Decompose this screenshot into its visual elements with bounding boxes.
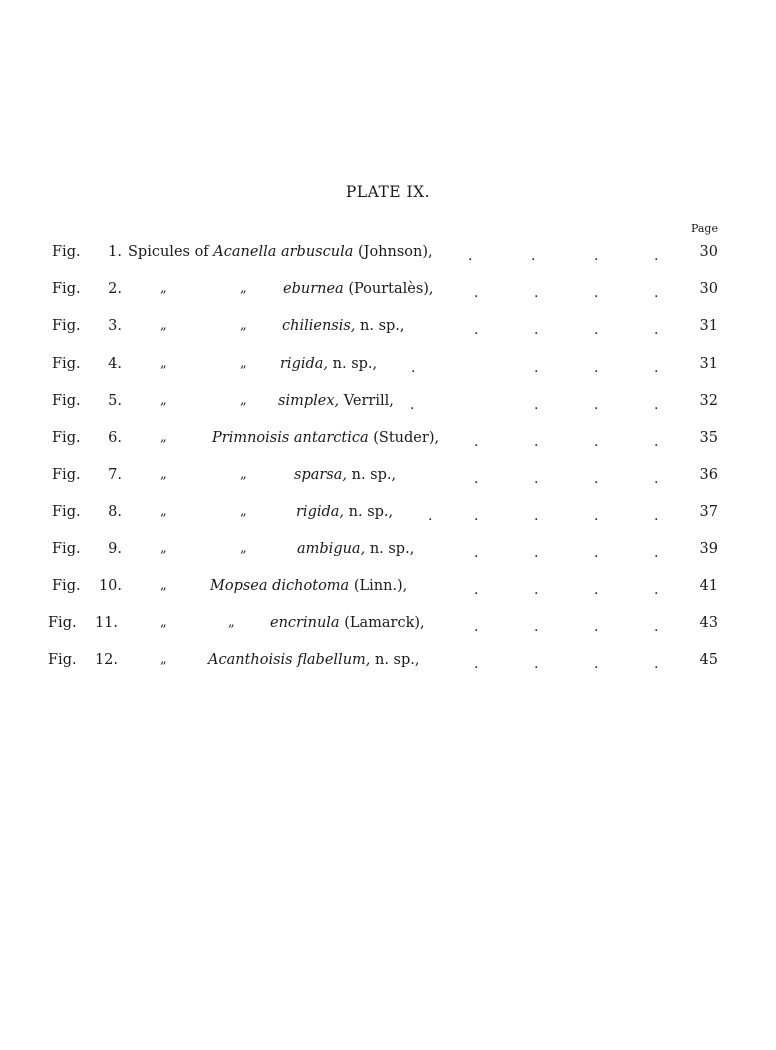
ditto-mark: „ xyxy=(240,467,247,482)
ditto-mark: „ xyxy=(160,541,167,556)
figure-row: Fig. 2. „ „ eburnea (Pourtalès), . . . . 30 xyxy=(52,281,718,301)
plate-title: PLATE IX. xyxy=(345,183,431,201)
page-number: 31 xyxy=(699,356,718,372)
figure-row: Fig. 11. „ „ encrinula (Lamarck), . . . . 43 xyxy=(48,615,718,635)
page-number: 35 xyxy=(699,430,718,446)
ditto-mark: „ xyxy=(228,615,235,630)
figure-row: Fig. 8. „ „ rigida, n. sp., . . . . . 37 xyxy=(52,504,718,524)
page-number: 41 xyxy=(699,578,718,594)
figure-row: Fig. 5. „ „ simplex, Verrill, . . . . 32 xyxy=(52,393,718,413)
figure-description: chiliensis, n. sp., xyxy=(282,318,405,334)
ditto-mark: „ xyxy=(160,393,167,408)
figure-description: sparsa, n. sp., xyxy=(294,467,397,483)
page-number: 30 xyxy=(699,244,718,260)
ditto-mark: „ xyxy=(160,356,167,371)
ditto-mark: „ xyxy=(240,504,247,519)
ditto-mark: „ xyxy=(160,281,167,296)
ditto-mark: „ xyxy=(240,281,247,296)
leader-dots: . . . . xyxy=(474,582,659,598)
page-column-header: Page xyxy=(690,222,718,235)
ditto-mark: „ xyxy=(160,652,167,667)
leader-dots: . . . . . xyxy=(428,508,659,524)
figure-row: Fig. 4. „ „ rigida, n. sp., . . . . 31 xyxy=(52,356,718,376)
leader-dots: . . . . xyxy=(474,471,659,487)
page-number: 39 xyxy=(699,541,718,557)
page-number: 31 xyxy=(699,318,718,334)
leader-dots: . . . . xyxy=(468,248,659,264)
leader-dots: . . . . xyxy=(474,434,659,450)
ditto-mark: „ xyxy=(160,615,167,630)
figure-description: simplex, Verrill, xyxy=(278,393,394,409)
figure-description: rigida, n. sp., xyxy=(296,504,394,520)
leader-dots: . . . . xyxy=(474,619,659,635)
figure-row: Fig. 7. „ „ sparsa, n. sp., . . . . 36 xyxy=(52,467,718,487)
leader-dots: . . . . xyxy=(410,397,659,413)
page-number: 43 xyxy=(699,615,718,631)
ditto-mark: „ xyxy=(160,467,167,482)
ditto-mark: „ xyxy=(240,356,247,371)
figure-row: Fig. 1. Spicules of Acanella arbuscula (Johnson), . . . . 30 xyxy=(52,244,718,264)
ditto-mark: „ xyxy=(240,318,247,333)
ditto-mark: „ xyxy=(240,541,247,556)
leader-dots: . . . . xyxy=(411,360,659,376)
figure-description: encrinula (Lamarck), xyxy=(270,615,425,631)
figure-description: Mopsea dichotoma (Linn.), xyxy=(210,578,408,594)
page-number: 36 xyxy=(699,467,718,483)
figure-description: Spicules of Acanella arbuscula (Johnson), xyxy=(128,244,433,260)
page-number: 37 xyxy=(699,504,718,520)
leader-dots: . . . . xyxy=(474,285,659,301)
figure-row: Fig. 12. „ Acanthoisis flabellum, n. sp., . . . . 45 xyxy=(48,652,718,672)
ditto-mark: „ xyxy=(160,430,167,445)
figure-description: ambigua, n. sp., xyxy=(297,541,415,557)
figure-row: Fig. 6. „ Primnoisis antarctica (Studer), . . . . 35 xyxy=(52,430,718,450)
figure-row: Fig. 3. „ „ chiliensis, n. sp., . . . . 31 xyxy=(52,318,718,338)
page-number: 32 xyxy=(699,393,718,409)
page-number: 30 xyxy=(699,281,718,297)
leader-dots: . . . . xyxy=(474,545,659,561)
leader-dots: . . . . xyxy=(474,656,659,672)
figure-description: rigida, n. sp., xyxy=(280,356,378,372)
ditto-mark: „ xyxy=(240,393,247,408)
figure-row: Fig. 9. „ „ ambigua, n. sp., . . . . 39 xyxy=(52,541,718,561)
ditto-mark: „ xyxy=(160,578,167,593)
figure-description: eburnea (Pourtalès), xyxy=(283,281,434,297)
leader-dots: . . . . xyxy=(474,322,659,338)
figure-row: Fig. 10. „ Mopsea dichotoma (Linn.), . . . . 41 xyxy=(52,578,718,598)
page-number: 45 xyxy=(699,652,718,668)
figure-description: Acanthoisis flabellum, n. sp., xyxy=(208,652,420,668)
ditto-mark: „ xyxy=(160,318,167,333)
figure-description: Primnoisis antarctica (Studer), xyxy=(212,430,440,446)
ditto-mark: „ xyxy=(160,504,167,519)
